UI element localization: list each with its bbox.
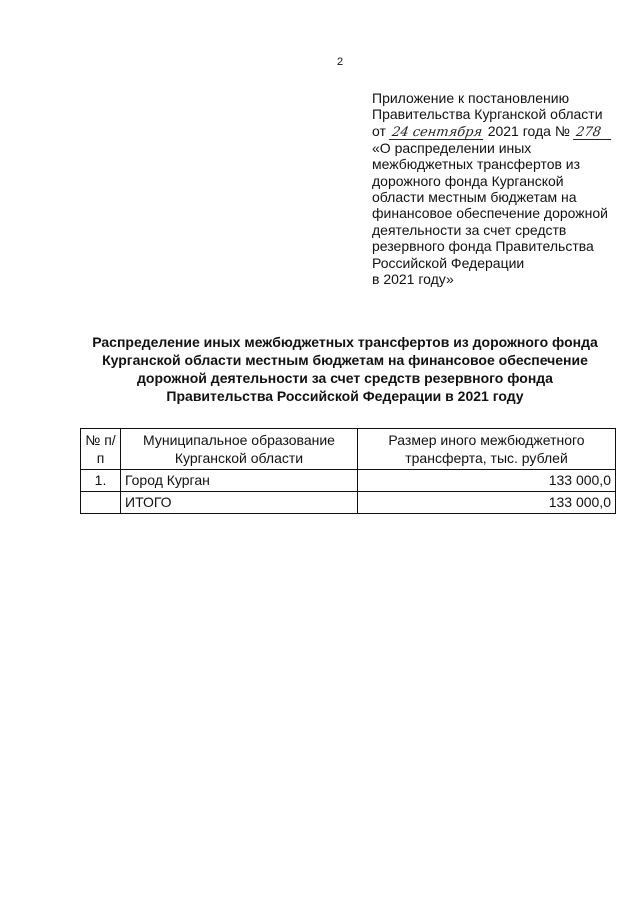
table-header-row xyxy=(81,429,616,470)
page-number: 2 xyxy=(336,56,344,68)
allocation-table xyxy=(80,428,616,514)
title-line-3: дорожной деятельности за счет средств резервного фонда xyxy=(137,370,553,386)
header-num xyxy=(81,429,121,470)
title-line-2: Курганской области местным бюджетам на финансовое обеспечение xyxy=(102,352,588,368)
appendix-line-12: в 2021 году» xyxy=(372,271,454,288)
header-municipality-line-1: Муниципальное образование xyxy=(143,432,335,448)
title-line-1: Распределение иных межбюджетных трансфертов из дорожного фонда xyxy=(92,334,598,350)
appendix-line-7: области местным бюджетам на xyxy=(372,189,577,206)
total-label: ИТОГО xyxy=(121,492,358,514)
header-municipality-line-2: Курганской области xyxy=(174,450,304,466)
header-amount-line-2: трансферта, тыс. рублей xyxy=(405,450,568,466)
header-amount-line-1: Размер иного межбюджетного xyxy=(388,432,585,448)
appendix-date-line xyxy=(372,123,632,140)
from-prefix: от xyxy=(372,122,386,139)
header-municipality xyxy=(121,429,358,470)
appendix-line-1: Приложение к постановлению xyxy=(372,90,570,106)
appendix-line-2: Правительства Курганской области xyxy=(372,106,603,123)
document-title xyxy=(60,333,630,405)
appendix-line-11: Российской Федерации xyxy=(372,254,525,271)
table-total-row xyxy=(81,492,616,514)
handwritten-date: 24 сентября xyxy=(390,124,483,140)
appendix-line-9: деятельности за счет средств xyxy=(372,221,567,238)
handwritten-number: 278 xyxy=(573,126,613,140)
year-text: 2021 года № xyxy=(487,122,570,139)
header-num-line-2: п xyxy=(96,450,105,466)
total-amount: 133 000,0 xyxy=(358,492,616,514)
header-num-line-1: № п/ xyxy=(85,432,116,448)
appendix-line-8: финансовое обеспечение дорожной xyxy=(372,205,608,222)
row-amount: 133 000,0 xyxy=(358,470,616,492)
header-amount xyxy=(358,429,616,470)
title-line-4: Правительства Российской Федерации в 2021 году xyxy=(166,388,524,404)
row-num: 1. xyxy=(81,470,121,492)
appendix-line-10: резервного фонда Правительства xyxy=(372,238,594,255)
total-num xyxy=(81,492,121,514)
table-row xyxy=(81,470,616,492)
appendix-line-5: межбюджетных трансфертов из xyxy=(372,156,581,173)
appendix-header xyxy=(372,90,632,287)
appendix-line-6: дорожного фонда Курганской xyxy=(372,172,564,189)
row-municipality: Город Курган xyxy=(121,470,358,492)
appendix-line-4: «О распределении иных xyxy=(372,139,532,156)
